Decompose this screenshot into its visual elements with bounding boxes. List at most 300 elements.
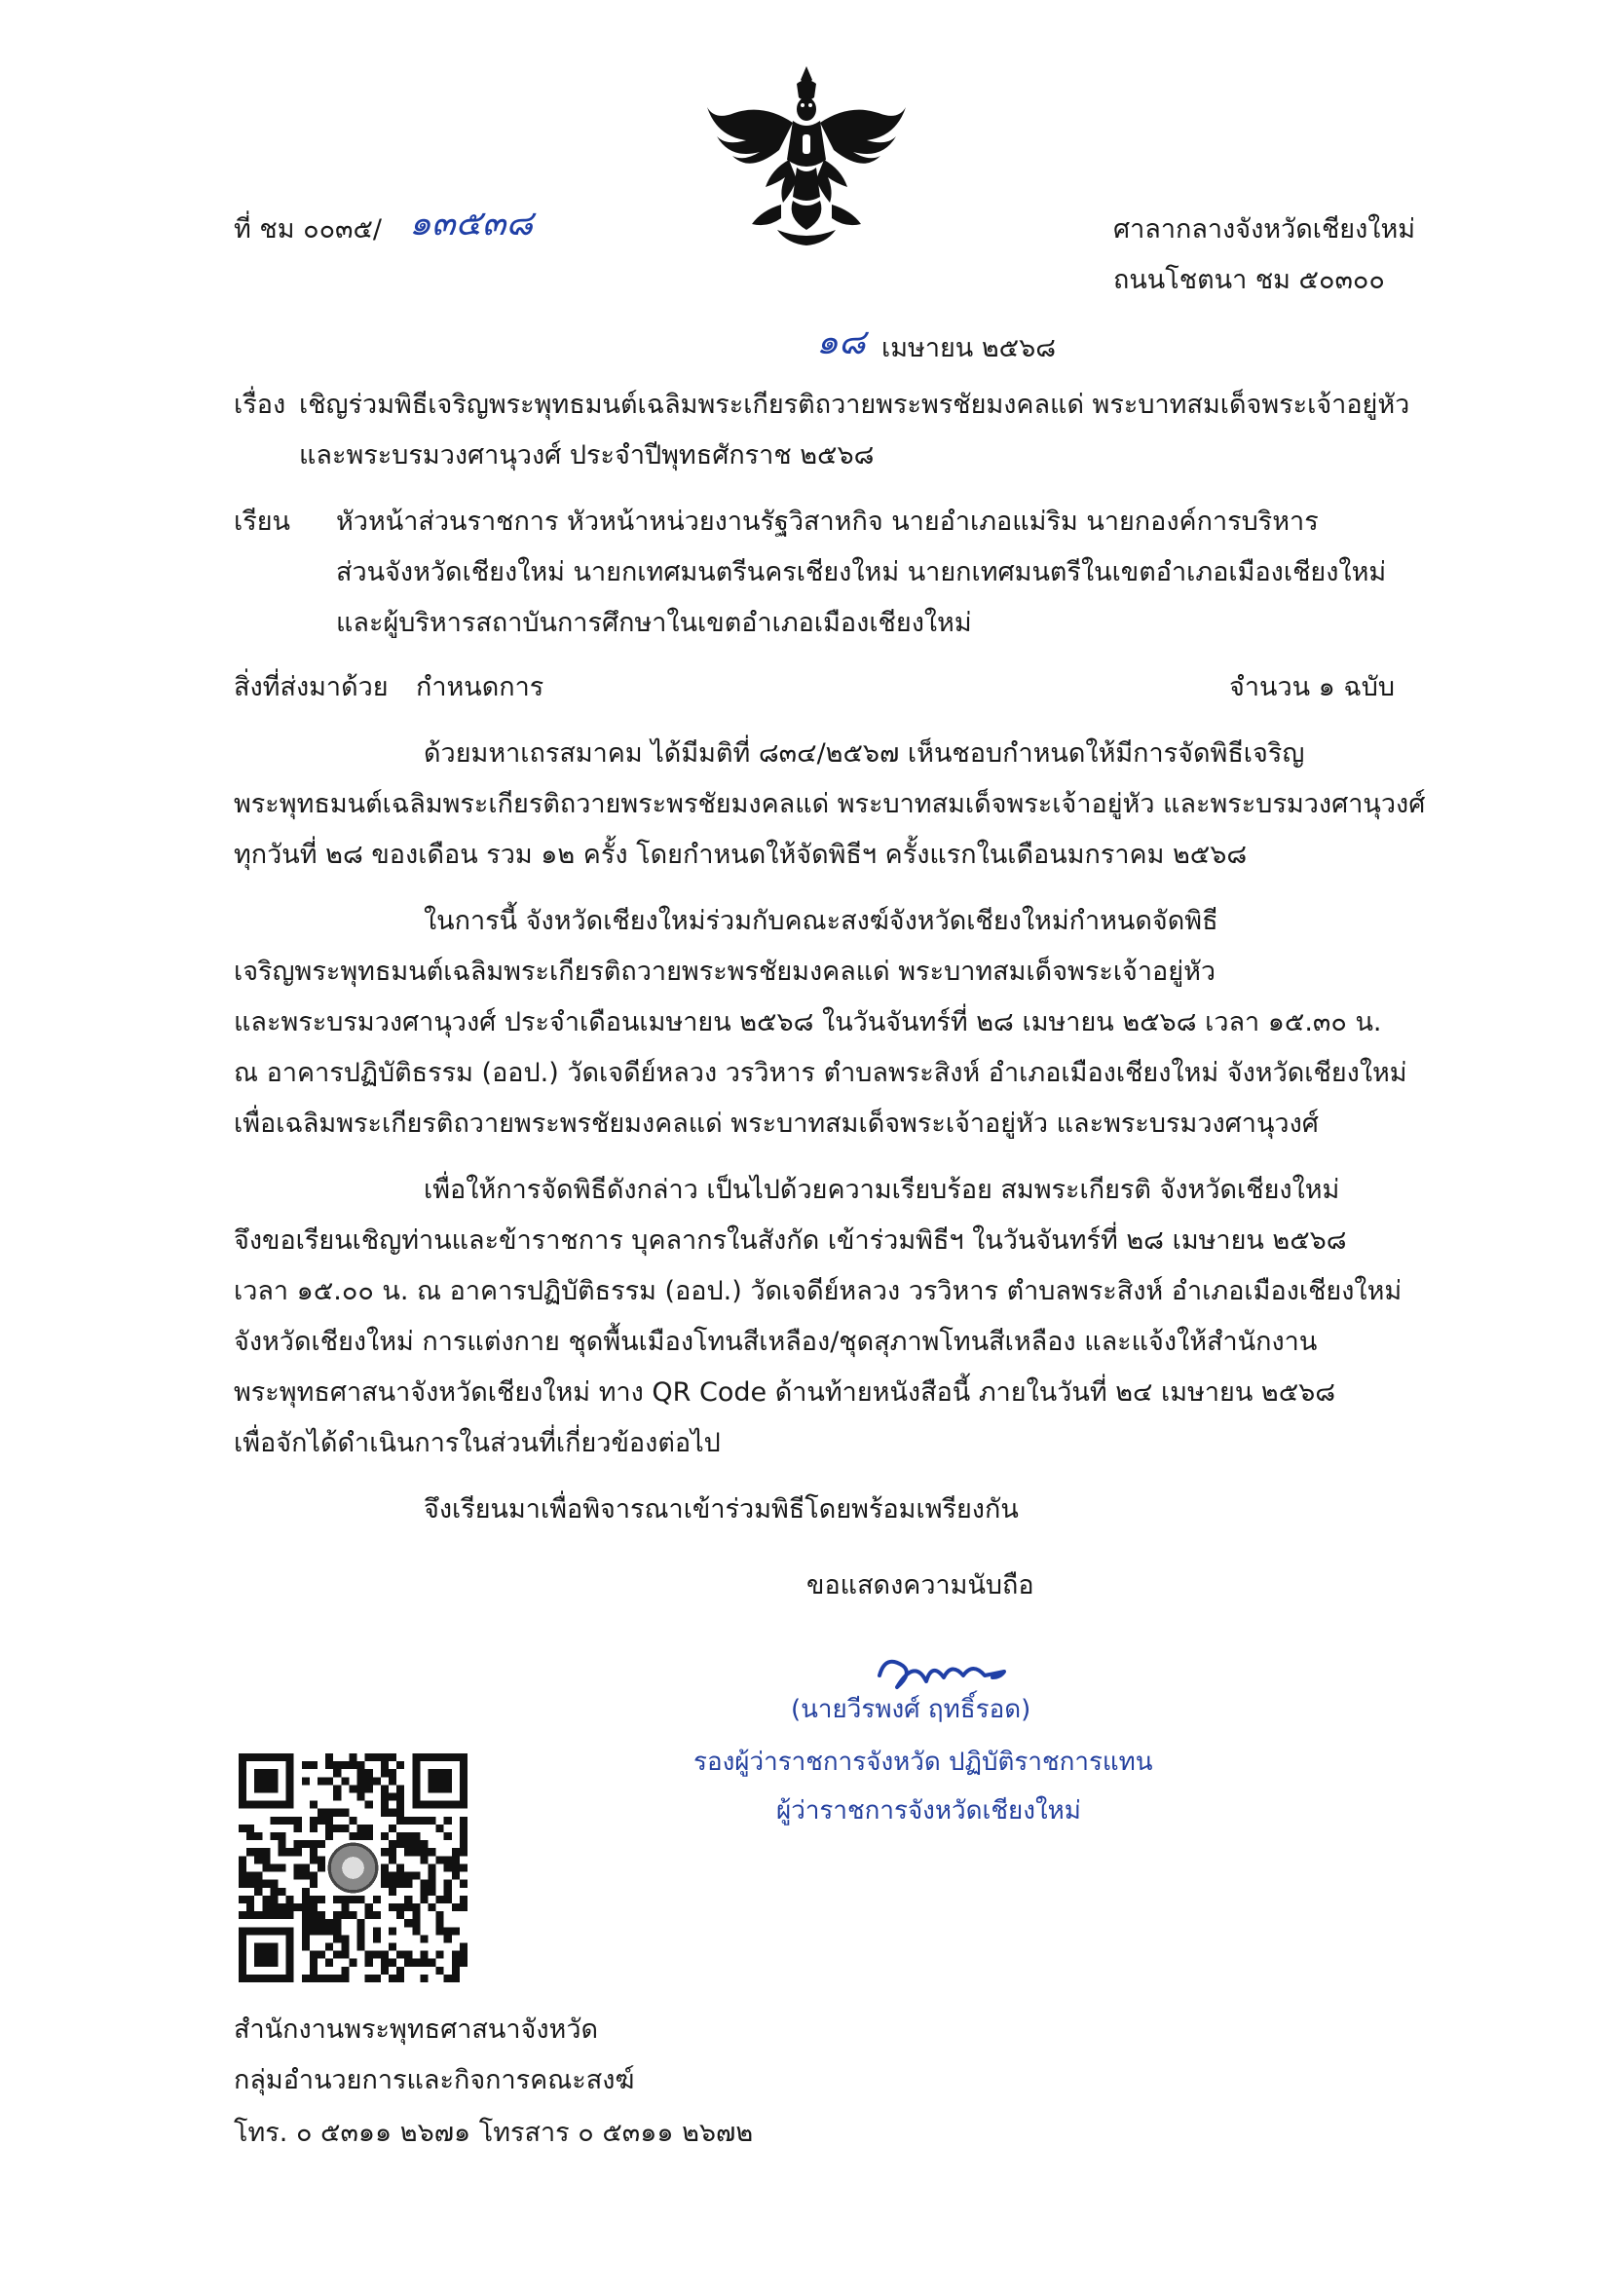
qr-module	[381, 1761, 389, 1769]
garuda-emblem-icon	[699, 58, 914, 253]
qr-module	[254, 1888, 262, 1896]
qr-module	[286, 1817, 294, 1825]
qr-module	[302, 1896, 310, 1903]
qr-module	[381, 1848, 389, 1856]
qr-module	[420, 1840, 428, 1848]
qr-module	[420, 1896, 428, 1903]
qr-module	[246, 1848, 254, 1856]
qr-module	[279, 1817, 286, 1825]
qr-module	[333, 1825, 341, 1832]
qr-module	[279, 1840, 286, 1848]
qr-module	[279, 1848, 286, 1856]
qr-module	[349, 1832, 356, 1840]
paragraph-2-line-2: เจริญพระพุทธมนต์เฉลิมพระเกียรติถวายพระพรชัยมงคลแด่ พระบาทสมเด็จพระเจ้าอยู่หัว	[234, 957, 1216, 987]
qr-module	[412, 1903, 420, 1911]
qr-module	[444, 1817, 452, 1825]
qr-module	[412, 1919, 420, 1927]
qr-module	[357, 1785, 365, 1792]
qr-module	[357, 1896, 365, 1903]
qr-module	[452, 1872, 460, 1880]
qr-module	[341, 1896, 349, 1903]
qr-module	[279, 1911, 286, 1919]
qr-module	[404, 1832, 412, 1840]
paragraph-2-line-3: และพระบรมวงศานุวงศ์ ประจำเดือนเมษายน ๒๕๖๘ ในวันจันทร์ที่ ๒๘ เมษายน ๒๕๖๘ เวลา ๑๕.๓๐ น.	[234, 1007, 1382, 1037]
qr-module	[341, 1809, 349, 1817]
qr-module	[310, 1903, 318, 1911]
qr-module	[246, 1825, 254, 1832]
paragraph-3-line-5: พระพุทธศาสนาจังหวัดเชียงใหม่ ทาง QR Code ด้านท้ายหนังสือนี้ ภายในวันที่ ๒๔ เมษายน ๒๕๖๘	[234, 1377, 1336, 1408]
qr-module	[310, 1801, 318, 1809]
qr-module	[333, 1809, 341, 1817]
qr-module	[365, 1769, 373, 1777]
qr-module	[460, 1817, 468, 1825]
qr-module	[428, 1959, 435, 1967]
qr-module	[325, 1825, 333, 1832]
qr-module	[310, 1959, 318, 1967]
paragraph-2-line-5: เพื่อเฉลิมพระเกียรติถวายพระพรชัยมงคลแด่ พระบาทสมเด็จพระเจ้าอยู่หัว และพระบรมวงศานุวงศ์	[234, 1109, 1319, 1139]
qr-module	[436, 1825, 444, 1832]
qr-module	[452, 1959, 460, 1967]
qr-module	[302, 1840, 310, 1848]
qr-module	[373, 1951, 381, 1959]
qr-module	[444, 1856, 452, 1863]
qr-module	[396, 1903, 404, 1911]
qr-module	[389, 1903, 396, 1911]
qr-module	[325, 1817, 333, 1825]
qr-module	[357, 1927, 365, 1935]
qr-module	[333, 1951, 341, 1959]
qr-module	[333, 1911, 341, 1919]
qr-module	[389, 1848, 396, 1856]
qr-module	[460, 1951, 468, 1959]
qr-module	[452, 1967, 460, 1975]
qr-module	[302, 1761, 310, 1769]
qr-module	[254, 1872, 262, 1880]
qr-module	[404, 1903, 412, 1911]
qr-module	[420, 1959, 428, 1967]
qr-module	[325, 1942, 333, 1950]
qr-module	[270, 1896, 278, 1903]
qr-module	[389, 1793, 396, 1801]
qr-module	[404, 1959, 412, 1967]
qr-center-logo-icon	[325, 1840, 381, 1896]
qr-module	[318, 1777, 325, 1785]
qr-module	[404, 1840, 412, 1848]
qr-module	[286, 1911, 294, 1919]
qr-module	[412, 1872, 420, 1880]
qr-module	[412, 1840, 420, 1848]
qr-module	[341, 1951, 349, 1959]
qr-module	[381, 1872, 389, 1880]
qr-module	[318, 1975, 325, 1982]
qr-module	[270, 1911, 278, 1919]
qr-module	[420, 1848, 428, 1856]
qr-module	[452, 1863, 460, 1871]
qr-module	[365, 1911, 373, 1919]
qr-module	[389, 1975, 396, 1982]
paragraph-3-line-4: จังหวัดเชียงใหม่ การแต่งกาย ชุดพื้นเมืองโทนสีเหลือง/ชุดสุภาพโทนสีเหลือง และแจ้งให้สำนักงาน	[234, 1327, 1318, 1357]
paragraph-3-line-1: เพื่อให้การจัดพิธีดังกล่าว เป็นไปด้วยความเรียบร้อย สมพระเกียรติ จังหวัดเชียงใหม่	[424, 1175, 1340, 1205]
qr-module	[270, 1903, 278, 1911]
qr-module	[396, 1840, 404, 1848]
qr-module	[365, 1959, 373, 1967]
qr-module	[460, 1880, 468, 1888]
qr-module	[444, 1832, 452, 1840]
subject-label: เรื่อง	[234, 390, 286, 420]
qr-module	[460, 1959, 468, 1967]
qr-module	[436, 1927, 444, 1935]
qr-module	[389, 1927, 396, 1935]
qr-module	[452, 1975, 460, 1982]
qr-module	[341, 1942, 349, 1950]
qr-module	[365, 1777, 373, 1785]
qr-module	[333, 1785, 341, 1792]
qr-module	[420, 1935, 428, 1942]
reference-prefix: ที่ ชม ๐๐๓๕/	[234, 214, 383, 245]
qr-module	[310, 1919, 318, 1927]
recipient-label: เรียน	[234, 507, 291, 537]
qr-module	[381, 1801, 389, 1809]
qr-module	[310, 1817, 318, 1825]
qr-module	[396, 1817, 404, 1825]
qr-module	[254, 1880, 262, 1888]
qr-module	[412, 1959, 420, 1967]
date-month-year: เมษายน ๒๕๖๘	[881, 333, 1057, 363]
qr-module	[452, 1856, 460, 1863]
qr-module	[365, 1951, 373, 1959]
qr-module	[310, 1880, 318, 1888]
recipient-line-3: และผู้บริหารสถาบันการศึกษาในเขตอำเภอเมืองเชียงใหม่	[336, 608, 972, 638]
qr-module	[381, 1809, 389, 1817]
qr-module	[428, 1880, 435, 1888]
qr-module	[254, 1911, 262, 1919]
qr-module	[357, 1942, 365, 1950]
qr-module	[341, 1967, 349, 1975]
qr-module	[357, 1935, 365, 1942]
qr-module	[310, 1761, 318, 1769]
qr-module	[428, 1888, 435, 1896]
qr-module	[294, 1863, 302, 1871]
qr-module	[302, 1888, 310, 1896]
recipient-line-2: ส่วนจังหวัดเชียงใหม่ นายกเทศมนตรีนครเชียงใหม่ นายกเทศมนตรีในเขตอำเภอเมืองเชียงใหม่	[336, 557, 1387, 587]
qr-module	[412, 1832, 420, 1840]
qr-module	[460, 1825, 468, 1832]
qr-module	[310, 1951, 318, 1959]
qr-module	[365, 1825, 373, 1832]
qr-module	[389, 1840, 396, 1848]
qr-module	[318, 1840, 325, 1848]
qr-module	[436, 1896, 444, 1903]
qr-module	[333, 1919, 341, 1927]
qr-module	[325, 1959, 333, 1967]
qr-module	[444, 1888, 452, 1896]
qr-module	[460, 1832, 468, 1840]
qr-module	[444, 1975, 452, 1982]
qr-module	[357, 1825, 365, 1832]
qr-module	[396, 1951, 404, 1959]
qr-module	[341, 1911, 349, 1919]
qr-module	[412, 1911, 420, 1919]
qr-module	[381, 1832, 389, 1840]
qr-module	[325, 1832, 333, 1840]
qr-module	[333, 1935, 341, 1942]
qr-module	[294, 1903, 302, 1911]
qr-module	[279, 1903, 286, 1911]
qr-module	[460, 1840, 468, 1848]
qr-module	[357, 1793, 365, 1801]
qr-module	[389, 1753, 396, 1761]
closing-request: จึงเรียนมาเพื่อพิจารณาเข้าร่วมพิธีโดยพร้อมเพรียงกัน	[424, 1494, 1019, 1524]
qr-module	[373, 1777, 381, 1785]
qr-module	[318, 1919, 325, 1927]
qr-module	[341, 1903, 349, 1911]
qr-module	[325, 1919, 333, 1927]
qr-module	[302, 1777, 310, 1785]
qr-module	[318, 1817, 325, 1825]
qr-module	[428, 1848, 435, 1856]
qr-module	[381, 1785, 389, 1792]
paragraph-3-line-3: เวลา ๑๕.๐๐ น. ณ อาคารปฏิบัติธรรม (ออป.) วัดเจดีย์หลวง วรวิหาร ตำบลพระสิงห์ อำเภอเมืองเชียงใหม่	[234, 1276, 1403, 1306]
qr-module	[412, 1817, 420, 1825]
qr-module	[396, 1872, 404, 1880]
qr-module	[325, 1927, 333, 1935]
qr-module	[396, 1785, 404, 1792]
qr-module	[349, 1817, 356, 1825]
qr-module	[436, 1967, 444, 1975]
office-address: ถนนโชตนา ชม ๕๐๓๐๐	[1113, 265, 1385, 295]
qr-module	[404, 1817, 412, 1825]
qr-module	[279, 1863, 286, 1871]
footer-division: กลุ่มอำนวยการและกิจการคณะสงฆ์	[234, 2065, 635, 2095]
qr-module	[349, 1761, 356, 1769]
qr-module	[262, 1848, 270, 1856]
qr-module	[436, 1951, 444, 1959]
qr-module	[365, 1801, 373, 1809]
qr-module	[381, 1753, 389, 1761]
qr-module	[341, 1825, 349, 1832]
qr-module	[294, 1840, 302, 1848]
closing-regards: ขอแสดงความนับถือ	[806, 1570, 1034, 1600]
qr-module	[239, 1880, 246, 1888]
qr-module	[381, 1880, 389, 1888]
qr-module	[420, 1975, 428, 1982]
paragraph-1-line-3: ทุกวันที่ ๒๘ ของเดือน รวม ๑๒ ครั้ง โดยกำหนดให้จัดพิธีฯ ครั้งแรกในเดือนมกราคม ๒๕๖๘	[234, 840, 1248, 870]
qr-module	[254, 1848, 262, 1856]
qr-module	[262, 1911, 270, 1919]
qr-module	[318, 1951, 325, 1959]
qr-module	[310, 1856, 318, 1863]
paragraph-1-line-2: พระพุทธมนต์เฉลิมพระเกียรติถวายพระพรชัยมงคลแด่ พระบาทสมเด็จพระเจ้าอยู่หัว และพระบรมวงศานุวงศ์	[234, 789, 1426, 819]
qr-module	[460, 1848, 468, 1856]
office-name: ศาลากลางจังหวัดเชียงใหม่	[1113, 214, 1416, 245]
paragraph-1-line-1: ด้วยมหาเถรสมาคม ได้มีมติที่ ๘๓๔/๒๕๖๗ เห็นชอบกำหนดให้มีการจัดพิธีเจริญ	[424, 738, 1305, 769]
qr-module	[239, 1863, 246, 1871]
signatory-position-1: รองผู้ว่าราชการจังหวัด ปฏิบัติราชการแทน	[693, 1748, 1153, 1777]
qr-module	[389, 1959, 396, 1967]
paragraph-3-line-2: จึงขอเรียนเชิญท่านและข้าราชการ บุคลากรในสังกัด เข้าร่วมพิธีฯ ในวันจันทร์ที่ ๒๘ เมษายน ๒๕๖๘	[234, 1225, 1347, 1256]
qr-module	[460, 1896, 468, 1903]
qr-module	[270, 1817, 278, 1825]
qr-module	[365, 1785, 373, 1792]
qr-module	[333, 1769, 341, 1777]
qr-module	[460, 1863, 468, 1871]
qr-module	[246, 1872, 254, 1880]
qr-module	[310, 1927, 318, 1935]
qr-module	[396, 1801, 404, 1809]
qr-module	[396, 1967, 404, 1975]
qr-module	[349, 1959, 356, 1967]
qr-module	[286, 1903, 294, 1911]
qr-module	[404, 1896, 412, 1903]
qr-module	[310, 1825, 318, 1832]
qr-module	[239, 1856, 246, 1863]
enclosure-item: กำหนดการ	[416, 672, 544, 702]
qr-module	[365, 1975, 373, 1982]
qr-module	[389, 1872, 396, 1880]
qr-module	[239, 1825, 246, 1832]
footer-office: สำนักงานพระพุทธศาสนาจังหวัด	[234, 2014, 599, 2045]
qr-module	[302, 1935, 310, 1942]
qr-module	[294, 1817, 302, 1825]
qr-code[interactable]	[239, 1753, 468, 1982]
qr-module	[357, 1832, 365, 1840]
qr-module	[428, 1903, 435, 1911]
qr-module	[310, 1848, 318, 1856]
qr-module	[318, 1927, 325, 1935]
qr-module	[310, 1872, 318, 1880]
qr-module	[302, 1975, 310, 1982]
qr-module	[302, 1872, 310, 1880]
qr-module	[270, 1863, 278, 1871]
signatory-name: (นายวีรพงศ์ ฤทธิ์รอด)	[791, 1695, 1031, 1724]
qr-module	[262, 1896, 270, 1903]
subject-line-1: เชิญร่วมพิธีเจริญพระพุทธมนต์เฉลิมพระเกียรติถวายพระพรชัยมงคลแด่ พระบาทสมเด็จพระเจ้าอยู่หัว	[299, 390, 1410, 420]
qr-module	[246, 1903, 254, 1911]
qr-module	[396, 1832, 404, 1840]
qr-module	[349, 1785, 356, 1792]
qr-module	[396, 1880, 404, 1888]
paragraph-2-line-1: ในการนี้ จังหวัดเชียงใหม่ร่วมกับคณะสงฆ์จังหวัดเชียงใหม่กำหนดจัดพิธี	[424, 906, 1218, 936]
qr-module	[412, 1848, 420, 1856]
qr-module	[310, 1967, 318, 1975]
qr-module	[396, 1793, 404, 1801]
qr-module	[436, 1911, 444, 1919]
qr-module	[262, 1903, 270, 1911]
qr-module	[246, 1832, 254, 1840]
qr-module	[239, 1896, 246, 1903]
qr-module	[389, 1942, 396, 1950]
qr-module	[349, 1753, 356, 1761]
qr-module	[373, 1975, 381, 1982]
qr-module	[373, 1927, 381, 1935]
qr-module	[333, 1761, 341, 1769]
qr-module	[404, 1872, 412, 1880]
qr-module	[428, 1872, 435, 1880]
qr-module	[349, 1911, 356, 1919]
qr-module	[270, 1880, 278, 1888]
qr-module	[333, 1793, 341, 1801]
qr-module	[310, 1896, 318, 1903]
qr-module	[365, 1832, 373, 1840]
qr-module	[396, 1863, 404, 1871]
qr-module	[246, 1880, 254, 1888]
qr-module	[373, 1753, 381, 1761]
qr-module	[389, 1856, 396, 1863]
qr-module	[420, 1888, 428, 1896]
enclosure-count: จำนวน ๑ ฉบับ	[1229, 672, 1396, 702]
qr-module	[404, 1848, 412, 1856]
qr-module	[239, 1911, 246, 1919]
qr-module	[444, 1935, 452, 1942]
qr-module	[302, 1903, 310, 1911]
qr-module	[389, 1809, 396, 1817]
qr-module	[341, 1777, 349, 1785]
qr-module	[444, 1927, 452, 1935]
qr-module	[246, 1911, 254, 1919]
qr-module	[428, 1817, 435, 1825]
qr-module	[254, 1832, 262, 1840]
qr-module	[318, 1863, 325, 1871]
qr-module	[381, 1769, 389, 1777]
qr-module	[436, 1919, 444, 1927]
qr-module	[404, 1951, 412, 1959]
qr-module	[357, 1761, 365, 1769]
qr-module	[294, 1848, 302, 1856]
qr-module	[389, 1769, 396, 1777]
qr-module	[318, 1856, 325, 1863]
signatory-position-2: ผู้ว่าราชการจังหวัดเชียงใหม่	[776, 1796, 1081, 1826]
date-day-handwritten: ๑๘	[816, 322, 866, 362]
qr-module	[254, 1856, 262, 1863]
qr-module	[404, 1919, 412, 1927]
qr-module	[412, 1927, 420, 1935]
qr-module	[341, 1975, 349, 1982]
qr-module	[444, 1863, 452, 1871]
qr-module	[310, 1840, 318, 1848]
qr-module	[420, 1880, 428, 1888]
qr-module	[389, 1825, 396, 1832]
qr-module	[246, 1896, 254, 1903]
qr-module	[373, 1911, 381, 1919]
qr-module	[341, 1761, 349, 1769]
qr-module	[389, 1777, 396, 1785]
qr-module	[373, 1896, 381, 1903]
qr-module	[396, 1761, 404, 1769]
qr-module	[444, 1896, 452, 1903]
qr-module	[270, 1832, 278, 1840]
qr-module	[381, 1793, 389, 1801]
qr-module	[381, 1863, 389, 1871]
enclosure-label: สิ่งที่ส่งมาด้วย	[234, 672, 389, 702]
qr-module	[460, 1903, 468, 1911]
qr-module	[452, 1903, 460, 1911]
qr-module	[294, 1872, 302, 1880]
qr-module	[444, 1880, 452, 1888]
qr-module	[357, 1769, 365, 1777]
qr-module	[302, 1863, 310, 1871]
qr-module	[302, 1919, 310, 1927]
qr-module	[341, 1935, 349, 1942]
paragraph-2-line-4: ณ อาคารปฏิบัติธรรม (ออป.) วัดเจดีย์หลวง วรวิหาร ตำบลพระสิงห์ อำเภอเมืองเชียงใหม่ จังหวัดเชียงใหม่	[234, 1058, 1407, 1088]
qr-module	[420, 1817, 428, 1825]
qr-module	[389, 1888, 396, 1896]
qr-module	[404, 1880, 412, 1888]
qr-module	[310, 1975, 318, 1982]
qr-module	[349, 1896, 356, 1903]
qr-module	[357, 1777, 365, 1785]
paragraph-3-line-6: เพื่อจักได้ดำเนินการในส่วนที่เกี่ยวข้องต่อไป	[234, 1428, 721, 1458]
qr-module	[302, 1911, 310, 1919]
